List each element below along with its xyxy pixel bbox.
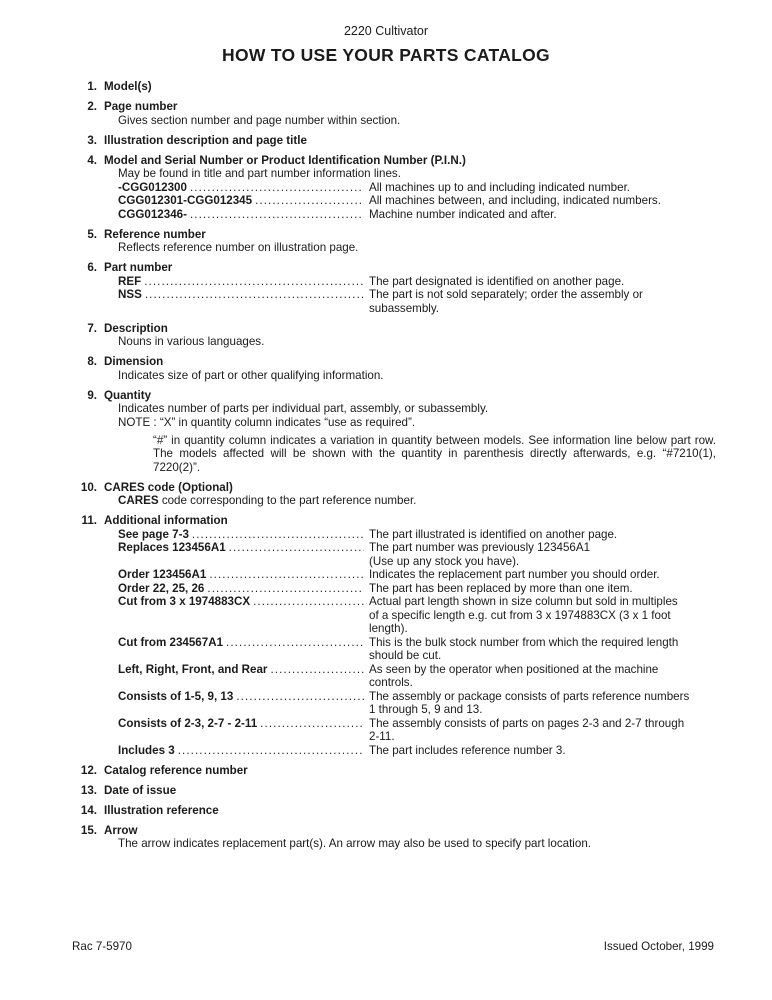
list-item [63, 824, 716, 851]
item-heading: Date of issue [104, 783, 177, 797]
item-content [104, 784, 716, 798]
definition-desc [369, 663, 716, 690]
definition-row [118, 636, 716, 663]
item-number: 14. [80, 803, 97, 817]
item-content [104, 134, 716, 148]
definition-term: Order 123456A1 [118, 568, 207, 581]
definition-desc-line: The assembly consists of parts on pages 2-3 and 2-7 through [369, 716, 685, 730]
dot-leader [144, 275, 364, 289]
list-item [63, 804, 716, 818]
dot-leader [226, 636, 364, 650]
definition-term: -CGG012300 [118, 180, 187, 194]
definition-row [118, 690, 716, 717]
definition-desc [369, 568, 716, 582]
note-paragraph: “#” in quantity column indicates a variation in quantity between models. See information line below part row. The models affected will be shown with the quantity in parenthesis directly afterwards, e.g. “#7210(1), 7220(2)”. [153, 433, 716, 474]
definition-term: See page 7-3 [118, 527, 189, 541]
list-item [63, 134, 716, 148]
definition-term-wrap [118, 717, 364, 744]
page-title: HOW TO USE YOUR PARTS CATALOG [222, 45, 550, 65]
list-item [63, 764, 716, 778]
definition-desc [369, 636, 716, 663]
item-number: 15. [80, 823, 97, 837]
item-heading: Illustration description and page title [104, 133, 307, 147]
definition-term: Consists of 1-5, 9, 13 [118, 689, 234, 703]
list-item [63, 322, 716, 349]
item-number: 1. [87, 80, 97, 93]
item-number: 2. [87, 100, 97, 113]
list-item [63, 784, 716, 798]
item-number: 5. [87, 227, 97, 241]
item-number: 7. [87, 321, 97, 335]
definition-desc-line: This is the bulk stock number from which the required length [369, 635, 679, 649]
definition-desc [369, 595, 716, 636]
item-heading: Part number [104, 261, 173, 274]
item-heading: Arrow [104, 823, 138, 837]
definition-term: Replaces 123456A1 [118, 541, 226, 554]
list-item [63, 154, 716, 222]
list-item [63, 481, 716, 508]
item-heading: Quantity [104, 388, 152, 402]
definition-desc-line: of a specific length e.g. cut from 3 x 1974883CX (3 x 1 foot [369, 608, 671, 622]
definition-desc-line: length). [369, 622, 408, 635]
definition-term-wrap [118, 636, 364, 663]
definition-term: Cut from 3 x 1974883CX [118, 595, 251, 608]
item-number: 12. [80, 763, 97, 777]
item-body-line: Nouns in various languages. [118, 335, 265, 348]
definition-desc-line: The part designated is identified on another page. [369, 274, 625, 288]
dot-leader [192, 528, 364, 542]
definition-row [118, 528, 716, 542]
item-body-line: CARES code corresponding to the part reference number. [118, 494, 417, 507]
item-body-line: Indicates number of parts per individual part, assembly, or subassembly. [118, 402, 489, 415]
definition-desc-line: should be cut. [369, 649, 442, 662]
item-number: 10. [80, 480, 97, 494]
model-header: 2220 Cultivator [343, 24, 429, 38]
definition-term: Cut from 234567A1 [118, 635, 224, 649]
bold-lead: CARES [118, 494, 159, 507]
definition-term-wrap [118, 595, 364, 636]
definition-term-wrap [118, 288, 364, 315]
item-number: 8. [87, 355, 97, 368]
item-content [104, 824, 716, 851]
item-heading: Model and Serial Number or Product Identification Number (P.I.N.) [104, 153, 466, 167]
dot-leader [178, 744, 364, 758]
definition-term: REF [118, 274, 142, 288]
definition-desc-line: The assembly or package consists of parts reference numbers [369, 689, 690, 703]
dot-leader [255, 194, 364, 208]
item-heading: Reference number [104, 227, 206, 241]
item-content [104, 514, 716, 757]
definition-row [118, 717, 716, 744]
definition-desc [369, 528, 716, 542]
item-content [104, 764, 716, 778]
definition-row [118, 288, 716, 315]
item-number: 13. [80, 783, 97, 797]
definition-desc-line: All machines up to and including indicated number. [369, 180, 631, 194]
list-item [63, 80, 716, 94]
definition-desc [369, 690, 716, 717]
item-content [104, 80, 716, 94]
definition-desc-line: Indicates the replacement part number you should order. [369, 568, 660, 581]
definition-desc-line: The part number was previously 123456A1 [369, 541, 591, 554]
definition-desc [369, 744, 716, 758]
item-content [104, 481, 716, 508]
definition-row [118, 541, 716, 568]
definition-desc [369, 582, 716, 596]
definition-term-wrap [118, 275, 364, 289]
definition-row [118, 568, 716, 582]
dot-leader [236, 690, 364, 704]
definition-desc [369, 717, 716, 744]
dot-leader [190, 181, 364, 195]
definition-term: Includes 3 [118, 743, 175, 757]
list-item [63, 100, 716, 127]
definition-term: NSS [118, 288, 142, 301]
dot-leader [229, 541, 364, 555]
definition-desc [369, 208, 716, 222]
dot-leader [260, 717, 364, 731]
catalog-number: Rac 7-5970 [72, 940, 132, 953]
definition-row [118, 582, 716, 596]
definition-desc [369, 541, 716, 568]
definition-desc-line: The part has been replaced by more than one item. [369, 581, 633, 595]
definition-desc-line: The part illustrated is identified on another page. [369, 527, 618, 541]
definition-row [118, 663, 716, 690]
definition-desc [369, 288, 716, 315]
list-item [63, 355, 716, 382]
definition-row [118, 208, 716, 222]
definition-desc-line: Machine number indicated and after. [369, 207, 557, 221]
dot-leader [253, 595, 364, 609]
item-body-line: May be found in title and part number information lines. [118, 167, 401, 180]
list-item [63, 514, 716, 757]
item-number: 4. [87, 153, 97, 167]
instruction-list [63, 80, 716, 857]
dot-leader [190, 208, 364, 222]
definition-desc-line: The part includes reference number 3. [369, 743, 566, 757]
definition-desc [369, 181, 716, 195]
item-content [104, 261, 716, 315]
definition-term: Consists of 2-3, 2-7 - 2-11 [118, 716, 258, 730]
definition-desc-line: 1 through 5, 9 and 13. [369, 703, 483, 716]
issue-date: Issued October, 1999 [603, 940, 714, 953]
item-number: 11. [81, 514, 97, 527]
page-footer [72, 940, 714, 954]
dot-leader [207, 582, 364, 596]
definition-desc [369, 194, 716, 208]
item-heading: Model(s) [104, 80, 152, 93]
definition-term-wrap [118, 528, 364, 542]
definition-desc-line: subassembly. [369, 301, 440, 315]
item-content [104, 100, 716, 127]
definition-desc [369, 275, 716, 289]
item-content [104, 322, 716, 349]
definition-term-wrap [118, 568, 364, 582]
item-content [104, 804, 716, 818]
definition-desc-line: Actual part length shown in size column but sold in multiples [369, 595, 678, 608]
item-body-line: NOTE : “X” in quantity column indicates “use as required”. [118, 415, 416, 429]
definition-row [118, 595, 716, 636]
definition-term-wrap [118, 194, 364, 208]
item-number: 9. [87, 388, 97, 402]
item-heading: Dimension [104, 355, 164, 368]
dot-leader [270, 663, 364, 677]
item-body-line: Reflects reference number on illustration page. [118, 241, 359, 254]
definition-term: Left, Right, Front, and Rear [118, 662, 268, 676]
definition-row [118, 744, 716, 758]
definition-term: CGG012346- [118, 207, 187, 221]
definition-term-wrap [118, 663, 364, 690]
definition-desc-line: 2-11. [369, 730, 395, 743]
list-item [63, 389, 716, 475]
item-heading: Additional information [104, 514, 228, 527]
list-item [63, 228, 716, 255]
definition-term-wrap [118, 208, 364, 222]
definition-term-wrap [118, 690, 364, 717]
list-item [63, 261, 716, 315]
definition-term: Order 22, 25, 26 [118, 581, 205, 595]
item-body-line: Gives section number and page number within section. [118, 113, 401, 127]
item-body-line: The arrow indicates replacement part(s). An arrow may also be used to specify part location. [118, 837, 591, 850]
item-body-line: Indicates size of part or other qualifying information. [118, 368, 384, 382]
item-heading: Catalog reference number [104, 763, 248, 777]
item-heading: Page number [104, 100, 178, 113]
dot-leader [209, 568, 364, 582]
definition-row [118, 181, 716, 195]
definition-term-wrap [118, 541, 364, 568]
definition-row [118, 194, 716, 208]
item-number: 3. [87, 133, 97, 147]
item-heading: Illustration reference [104, 803, 219, 817]
item-heading: Description [104, 321, 168, 335]
dot-leader [145, 288, 364, 302]
definition-desc-line: (Use up any stock you have). [369, 554, 520, 568]
definition-row [118, 275, 716, 289]
item-number: 6. [87, 261, 97, 274]
definition-desc-line: As seen by the operator when positioned at the machine [369, 662, 659, 676]
definition-desc-line: The part is not sold separately; order the assembly or [369, 288, 643, 301]
definition-term-wrap [118, 582, 364, 596]
definition-term: CGG012301-CGG012345 [118, 194, 253, 207]
item-content [104, 154, 716, 222]
definition-term-wrap [118, 181, 364, 195]
definition-desc-line: All machines between, and including, indicated numbers. [369, 194, 661, 207]
item-content [104, 228, 716, 255]
item-content [104, 355, 716, 382]
item-content [104, 389, 716, 475]
definition-desc-line: controls. [369, 676, 413, 689]
item-heading: CARES code (Optional) [104, 480, 233, 494]
definition-term-wrap [118, 744, 364, 758]
